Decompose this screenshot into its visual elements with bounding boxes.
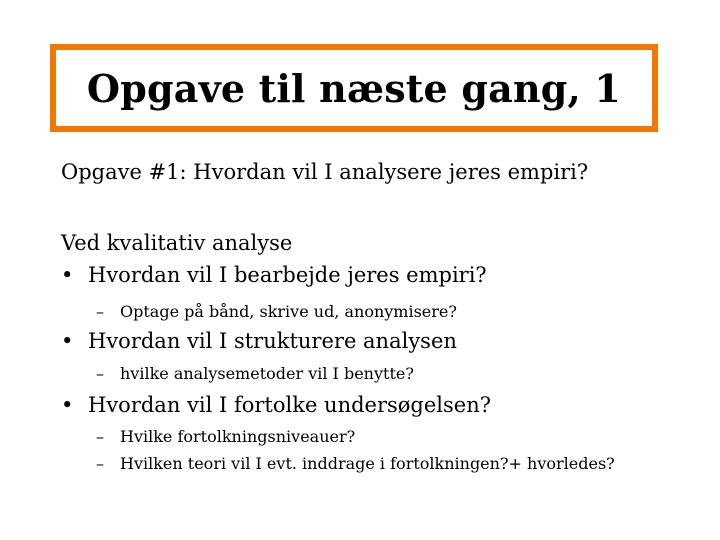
section-heading: Ved kvalitativ analyse (61, 231, 293, 255)
bullet-item-1-text: Hvordan vil I bearbejde jeres empiri? (88, 263, 487, 287)
dash-icon: – (96, 364, 104, 383)
bullet-icon: • (61, 263, 74, 287)
subitem-2-1-text: hvilke analysemetoder vil I benytte? (120, 364, 414, 383)
subitem-3-2-text: Hvilken teori vil I evt. inddrage i fortolkningen?+ hvorledes? (120, 454, 615, 473)
subitem-3-1 (96, 427, 355, 446)
bullet-item-2-text: Hvordan vil I strukturere analysen (88, 329, 457, 353)
bullet-item-2 (61, 329, 457, 353)
subitem-1-1 (96, 302, 457, 321)
dash-icon: – (96, 302, 104, 321)
bullet-item-3 (61, 393, 491, 417)
dash-icon: – (96, 454, 104, 473)
subitem-3-1-text: Hvilke fortolkningsniveauer? (120, 427, 356, 446)
subitem-3-2 (96, 454, 615, 473)
dash-icon: – (96, 427, 104, 446)
bullet-icon: • (61, 393, 74, 417)
bullet-item-1 (61, 263, 487, 287)
assignment-line: Opgave #1: Hvordan vil I analysere jeres empiri? (61, 160, 589, 184)
subitem-1-1-text: Optage på bånd, skrive ud, anonymisere? (120, 302, 457, 321)
bullet-item-3-text: Hvordan vil I fortolke undersøgelsen? (88, 393, 491, 417)
slide-title: Opgave til næste gang, 1 (86, 65, 622, 111)
title-box (50, 44, 658, 132)
bullet-icon: • (61, 329, 74, 353)
subitem-2-1 (96, 364, 414, 383)
